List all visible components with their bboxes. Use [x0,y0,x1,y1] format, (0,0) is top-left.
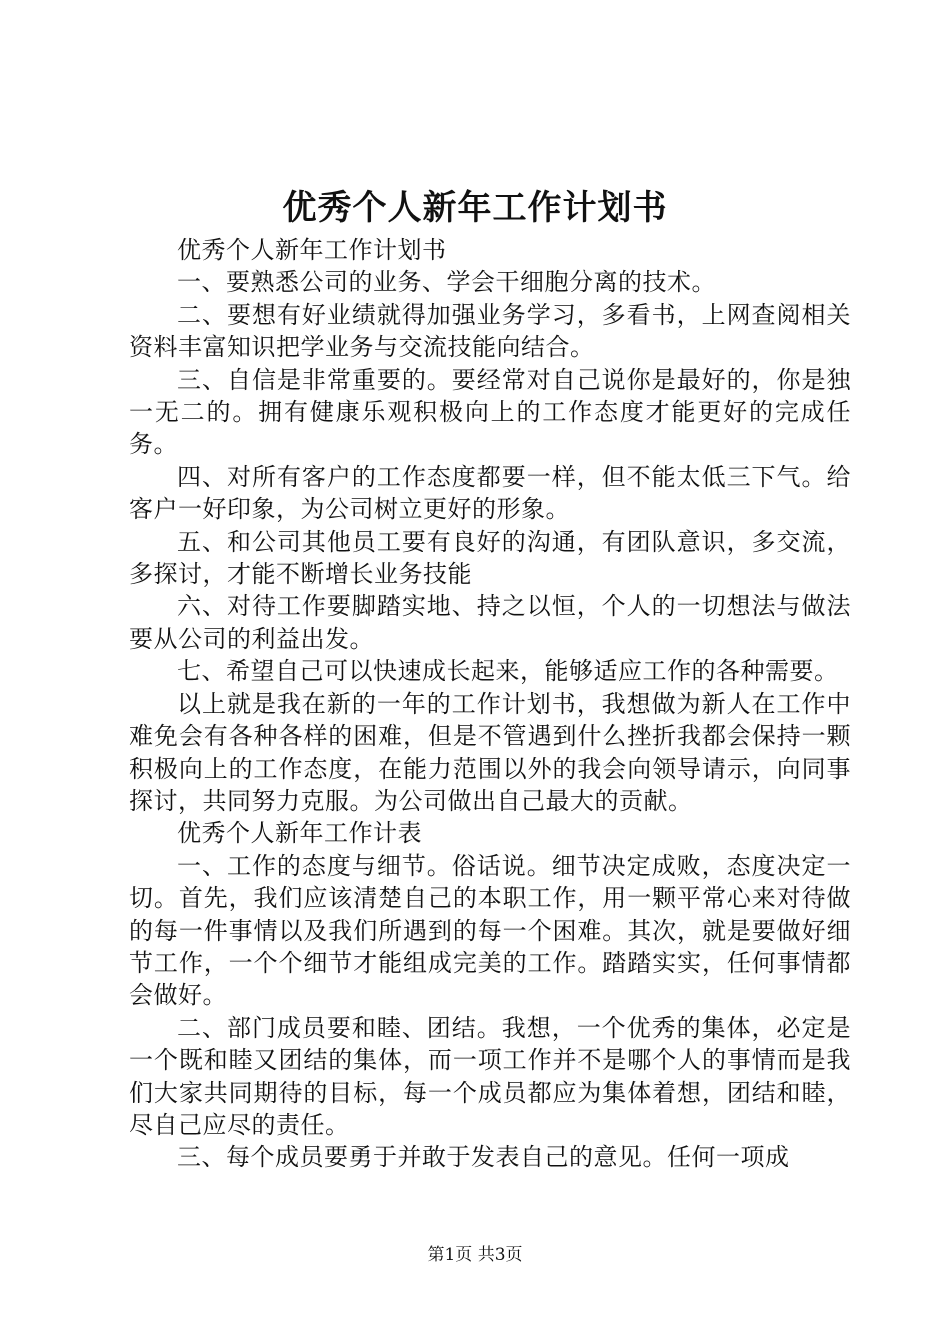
paragraph: 三、每个成员要勇于并敢于发表自己的意见。任何一项成 [177,1143,790,1172]
page-footer [0,1243,950,1267]
paragraph: 七、希望自己可以快速成长起来，能够适应工作的各种需要。 [177,657,839,686]
paragraph: 一、要熟悉公司的业务、学会干细胞分离的技术。 [177,268,716,297]
document-body [129,234,851,1174]
paragraph: 二、部门成员要和睦、团结。我想，一个优秀的集体，必定是一个既和睦又团结的集体，而一项工作并不是哪个人的事情而是我们大家共同期待的目标，每一个成员都应为集体着想，团结和睦，尽自己应尽的责任。 [129,1013,851,1139]
paragraph: 五、和公司其他员工要有良好的沟通，有团队意识，多交流，多探讨，才能不断增长业务技能 [129,527,851,589]
document-title: 优秀个人新年工作计划书 [282,188,668,228]
paragraph: 三、自信是非常重要的。要经常对自己说你是最好的，你是独一无二的。拥有健康乐观积极向上的工作态度才能更好的完成任务。 [129,365,851,459]
paragraph: 二、要想有好业绩就得加强业务学习，多看书，上网查阅相关资料丰富知识把学业务与交流技能向结合。 [129,300,851,362]
paragraph: 六、对待工作要脚踏实地、持之以恒，个人的一切想法与做法要从公司的利益出发。 [129,592,851,653]
page-indicator: 第1页 共3页 [427,1245,523,1265]
paragraph: 优秀个人新年工作计表 [177,819,422,848]
paragraph: 以上就是我在新的一年的工作计划书，我想做为新人在工作中难免会有各种各样的困难，但是不管遇到什么挫折我都会保持一颗积极向上的工作态度，在能力范围以外的我会向领导请示，向同事探讨，共同努力克服。为公司做出自己最大的贡献。 [129,689,851,815]
paragraph: 四、对所有客户的工作态度都要一样，但不能太低三下气。给客户一好印象，为公司树立更好的形象。 [129,462,851,524]
paragraph: 优秀个人新年工作计划书 [177,236,447,264]
paragraph: 一、工作的态度与细节。俗话说。细节决定成败，态度决定一切。首先，我们应该清楚自己的本职工作，用一颗平常心来对待做的每一件事情以及我们所遇到的每一个困难。其次，就是要做好细节工作，一个个细节才能组成完美的工作。踏踏实实，任何事情都会做好。 [129,851,851,1010]
